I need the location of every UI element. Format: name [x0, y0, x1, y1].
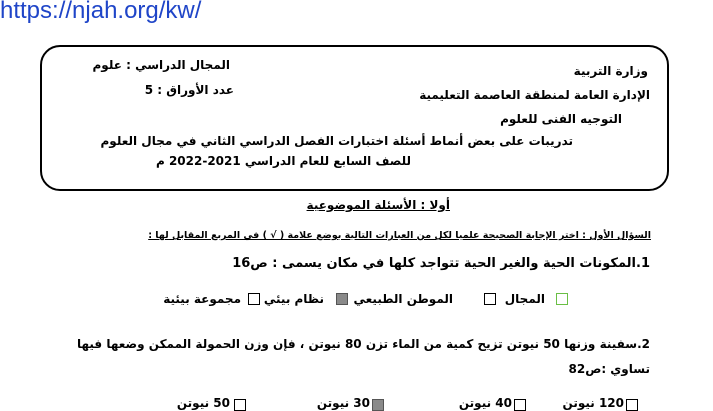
pages-count: عدد الأوراق : 5: [144, 83, 234, 97]
q1-item1-option3-checkbox[interactable]: [336, 293, 348, 305]
q1-item1-text: 1.المكونات الحية والغير الحية تتواجد كلها في مكان يسمى : ص16: [232, 256, 650, 271]
question1-instruction: السؤال الأول : اختر الإجابة الصحيحة علميا لكل من العبارات التالية بوضع علامة ( √ ) في المربع المقابل لها :: [148, 230, 651, 241]
q1-item2-option3-checkbox[interactable]: [372, 399, 384, 411]
source-url[interactable]: https://njah.org/kw/: [0, 0, 202, 24]
exam-title-line2: للصف السابع للعام الدراسي 2021-2022 م: [155, 154, 411, 168]
q1-item1-option2-label: الموطن الطبيعي: [353, 292, 453, 306]
q1-item2-option1-checkbox[interactable]: [626, 399, 638, 411]
supervision-name: التوجيه الفنى للعلوم: [500, 112, 622, 126]
q1-item1-option4-label: مجموعة بيئية: [163, 292, 241, 306]
q1-item1-option1-checkbox[interactable]: [556, 293, 568, 305]
q1-item2-option2-label: 40 نيوتن: [458, 396, 512, 410]
subject-field: المجال الدراسي : علوم: [92, 58, 230, 72]
ministry-name: وزارة التربية: [573, 64, 648, 78]
q1-item2-option3-label: 30 نيوتن: [316, 396, 370, 410]
q1-item2-option1-label: 120 نيوتن: [562, 396, 624, 410]
q1-item1-option4-checkbox[interactable]: [248, 293, 260, 305]
directorate-name: الإدارة العامة لمنطقة العاصمة التعليمية: [419, 88, 650, 102]
q1-item2-option2-checkbox[interactable]: [514, 399, 526, 411]
section-title: أولا : الأسئلة الموضوعية: [306, 198, 450, 212]
q1-item1-option1-label: المجال: [504, 292, 545, 306]
q1-item2-text: 2.سفينة وزنها 50 نيوتن تزيح كمية من الماء تزن 80 نيوتن ، فإن وزن الحمولة الممكن وضعها فيها: [76, 337, 650, 351]
q1-item2-option4-checkbox[interactable]: [234, 399, 246, 411]
q1-item2-text-line2: تساوي :ص82: [568, 362, 650, 376]
q1-item1-option2-checkbox[interactable]: [484, 293, 496, 305]
q1-item1-option3-label: نظام بيئي: [263, 292, 324, 306]
exam-title-line1: تدريبات على بعض أنماط أسئلة اختبارات الفصل الدراسي الثاني في مجال العلوم: [100, 134, 573, 148]
q1-item2-option4-label: 50 نيوتن: [176, 396, 230, 410]
